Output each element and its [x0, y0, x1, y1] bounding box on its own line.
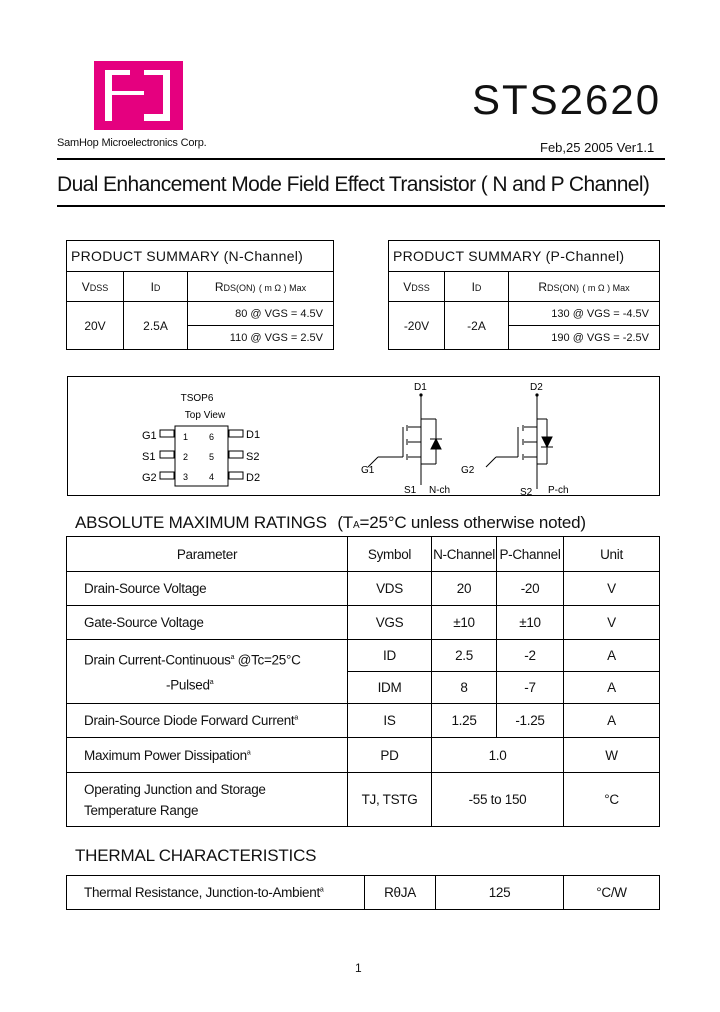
- company-name: SamHop Microelectronics Corp.: [57, 137, 207, 149]
- document-subtitle: Dual Enhancement Mode Field Effect Transistor ( N and P Channel): [57, 173, 650, 196]
- p-gate-label: G2: [461, 465, 475, 476]
- summary-n-id: 2.5A: [124, 302, 188, 350]
- pin-label-s1: S1: [142, 451, 156, 463]
- col-n-channel: N-Channel: [432, 537, 497, 572]
- package-name: TSOP6: [180, 393, 214, 404]
- package-pins-left: [160, 430, 174, 479]
- table-row: Thermal Resistance, Junction-to-Ambient$^a$ RθJA 125 °C/W: [67, 876, 660, 910]
- summary-n-title: PRODUCT SUMMARY (N-Channel): [67, 241, 334, 272]
- pin-num-5: 5: [209, 452, 215, 462]
- page-number: 1: [355, 961, 362, 975]
- col-p-channel: P-Channel: [497, 537, 564, 572]
- summary-n-rds-header: RDS(ON) ( m Ω ) Max: [188, 272, 334, 302]
- pin-label-s2: S2: [246, 451, 260, 463]
- p-channel-mosfet-symbol: [486, 395, 553, 489]
- subtitle-rule: [57, 205, 665, 207]
- table-row: IDM 8 -7 A: [67, 672, 660, 704]
- table-row: Drain-Source Voltage VDS 20 -20 V: [67, 572, 660, 606]
- summary-p-id: -2A: [445, 302, 509, 350]
- p-drain-label: D2: [530, 382, 543, 393]
- table-row: Operating Junction and Storage Temperature Range TJ, TSTG -55 to 150 °C: [67, 773, 660, 827]
- samhop-logo: [94, 61, 183, 130]
- table-row: Gate-Source Voltage VGS ±10 ±10 V: [67, 606, 660, 640]
- abs-max-condition: (TA=25°C unless otherwise noted): [337, 513, 586, 532]
- package-diagram-box: [67, 376, 660, 496]
- p-channel-label: P-ch: [548, 485, 569, 495]
- table-row: Drain Current-Continuous$^a$ @Tc=25°C -Pulsed$^a$ ID 2.5 -2 A: [67, 640, 660, 672]
- summary-p-id-header: ID: [445, 272, 509, 302]
- n-drain-label: D1: [414, 382, 427, 393]
- summary-n-rds1: 80 @ VGS = 4.5V: [188, 302, 334, 326]
- summary-n-vdss: 20V: [67, 302, 124, 350]
- n-drain-node: [419, 393, 422, 396]
- package-view: Top View: [184, 410, 226, 421]
- pin-label-g2: G2: [142, 472, 157, 484]
- summary-n-vdss-header: VDSS: [67, 272, 124, 302]
- pin-num-4: 4: [209, 472, 215, 482]
- product-summary-p: [388, 240, 660, 350]
- summary-p-vdss: -20V: [389, 302, 445, 350]
- part-number: STS2620: [472, 76, 662, 123]
- pin-num-6: 6: [209, 432, 215, 442]
- table-row: Maximum Power Dissipation$^a$ PD 1.0 W: [67, 738, 660, 773]
- package-and-schematic: [68, 377, 659, 495]
- abs-max-table: [66, 536, 660, 827]
- package-pins-right: [229, 430, 243, 479]
- n-source-label: S1: [404, 485, 417, 495]
- pin-num-2: 2: [183, 452, 189, 462]
- summary-p-rds2: 190 @ VGS = -2.5V: [509, 326, 660, 350]
- pin-label-d1: D1: [246, 429, 261, 441]
- p-source-label: S2: [520, 487, 533, 495]
- n-gate-label: G1: [361, 465, 375, 476]
- summary-n-rds2: 110 @ VGS = 2.5V: [188, 326, 334, 350]
- summary-p-rds-header: RDS(ON) ( m Ω ) Max: [509, 272, 660, 302]
- col-unit: Unit: [564, 537, 660, 572]
- thermal-title: THERMAL CHARACTERISTICS: [75, 846, 317, 865]
- top-rule: [57, 158, 665, 160]
- pin-num-1: 1: [183, 432, 189, 442]
- pin-label-d2: D2: [246, 472, 261, 484]
- product-summary-n: [66, 240, 334, 350]
- n-channel-label: N-ch: [429, 485, 451, 495]
- pin-num-3: 3: [183, 472, 189, 482]
- date-version: Feb,25 2005 Ver1.1: [540, 140, 655, 155]
- p-drain-node: [535, 393, 538, 396]
- thermal-table: [66, 875, 660, 910]
- pin-label-g1: G1: [142, 430, 157, 442]
- summary-p-title: PRODUCT SUMMARY (P-Channel): [389, 241, 660, 272]
- n-channel-mosfet-symbol: [368, 395, 442, 485]
- abs-max-title: ABSOLUTE MAXIMUM RATINGS: [75, 513, 327, 532]
- col-symbol: Symbol: [348, 537, 432, 572]
- abs-max-heading: [75, 513, 586, 533]
- table-row: Drain-Source Diode Forward Current$^a$ IS 1.25 -1.25 A: [67, 704, 660, 738]
- col-parameter: Parameter: [67, 537, 348, 572]
- summary-p-rds1: 130 @ VGS = -4.5V: [509, 302, 660, 326]
- summary-p-vdss-header: VDSS: [389, 272, 445, 302]
- summary-n-id-header: ID: [124, 272, 188, 302]
- drain-current-param: Drain Current-Continuous$^a$ @Tc=25°C -Pulsed$^a$: [67, 640, 348, 704]
